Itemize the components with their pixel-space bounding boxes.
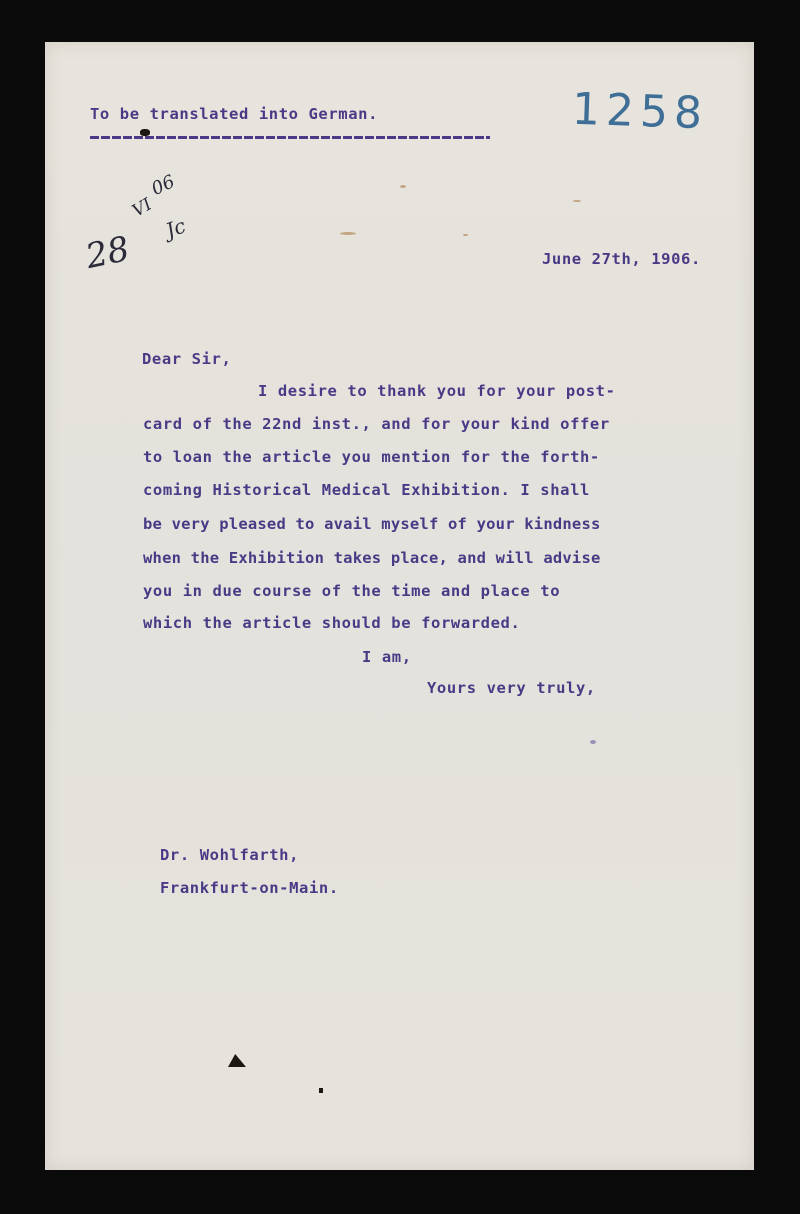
- salutation: Dear Sir,: [142, 350, 232, 368]
- catalog-number: 1258: [571, 83, 709, 140]
- recipient-name: Dr. Wohlfarth,: [160, 846, 300, 864]
- body-line: to loan the article you mention for the forth-: [143, 448, 600, 466]
- body-line: which the article should be forwarded.: [143, 614, 521, 632]
- paper-speck: [400, 185, 406, 188]
- body-line: card of the 22nd inst., and for your kind offer: [143, 415, 610, 433]
- received-day: 28: [82, 228, 133, 278]
- paper-speck: [590, 740, 596, 744]
- closing-yours-truly: Yours very truly,: [427, 679, 596, 697]
- body-line: when the Exhibition takes place, and will advise: [143, 549, 601, 567]
- paper-speck: [463, 234, 468, 236]
- received-year: 06: [148, 171, 179, 200]
- recipient-city: Frankfurt-on-Main.: [160, 879, 339, 897]
- paper-speck: [573, 200, 581, 202]
- received-initials: Jc: [162, 213, 189, 243]
- instruction-underline: [90, 136, 490, 139]
- ink-blot: [140, 129, 150, 136]
- body-line: be very pleased to avail myself of your kindness: [143, 515, 601, 533]
- received-month: VI: [129, 194, 156, 222]
- translation-instruction: To be translated into German.: [90, 105, 379, 123]
- ink-dot: [319, 1088, 323, 1093]
- paper-speck: [340, 232, 356, 235]
- body-line: you in due course of the time and place to: [143, 582, 561, 600]
- letter-date: June 27th, 1906.: [542, 250, 701, 268]
- body-line: I desire to thank you for your post-: [258, 382, 616, 400]
- closing-i-am: I am,: [362, 648, 412, 666]
- body-line: coming Historical Medical Exhibition. I shall: [143, 481, 590, 499]
